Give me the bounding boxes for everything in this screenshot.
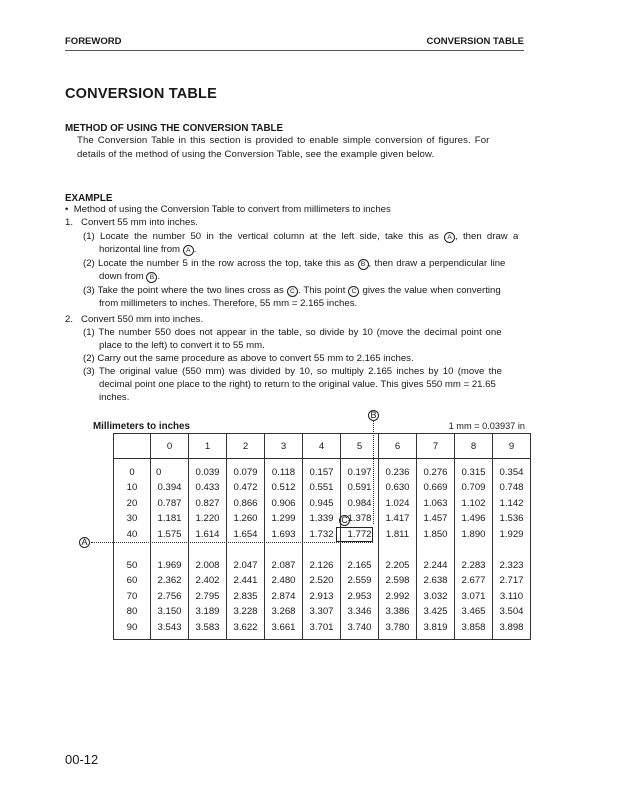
- step-1-2: (2) Locate the number 5 in the row across the top, take this as B , then draw a perpendicular line: [83, 258, 506, 269]
- header-cell: 2: [227, 434, 265, 459]
- bullet-icon: •: [65, 204, 69, 215]
- header-cell: 8: [455, 434, 493, 459]
- table-row: 50 1.969 2.008 2.047 2.087 2.126 2.165 2.205 2.244 2.283 2.323: [114, 558, 531, 573]
- conversion-ratio: 1 mm = 0.03937 in: [448, 421, 525, 431]
- header-topic: CONVERSION TABLE: [426, 36, 524, 47]
- header-cell: 0: [151, 434, 189, 459]
- step-2-1: (1) The number 550 does not appear in the table, so divide by 10 (move the decimal point one: [83, 327, 502, 338]
- header-cell: 7: [417, 434, 455, 459]
- horizontal-guide-line: [91, 542, 373, 543]
- header-section: FOREWORD: [65, 36, 122, 47]
- table-row: 30 1.181 1.220 1.260 1.299 1.339 1.378 1.417 1.457 1.496 1.536: [114, 511, 531, 526]
- step-1: 1. Convert 55 mm into inches.: [65, 217, 198, 228]
- page-title: CONVERSION TABLE: [65, 86, 217, 102]
- header-cell: 6: [379, 434, 417, 459]
- table-row: 40 1.575 1.614 1.654 1.693 1.732 1.772 1.811 1.850 1.890 1.929: [114, 527, 531, 542]
- example-bullet: • Method of using the Conversion Table to convert from millimeters to inches: [65, 204, 391, 215]
- marker-c-icon: C: [348, 286, 359, 297]
- step-2-2: (2) Carry out the same procedure as above to convert 55 mm to 2.165 inches.: [83, 353, 414, 364]
- marker-b-icon: B: [146, 272, 157, 283]
- step-2-1-cont: place to the left) to convert it to 55 mm.: [99, 340, 265, 351]
- header-cell: 3: [265, 434, 303, 459]
- example-heading: EXAMPLE: [65, 193, 113, 204]
- step-1-1-cont: horizontal line from A .: [99, 244, 197, 255]
- result-highlight-box: [336, 527, 373, 542]
- step-1-3-cont: from millimeters to inches. Therefore, 55 mm = 2.165 inches.: [99, 298, 358, 309]
- method-line-1: The Conversion Table in this section is provided to enable simple conversion of figures. For: [77, 135, 490, 146]
- method-heading: METHOD OF USING THE CONVERSION TABLE: [65, 123, 284, 134]
- step-1-3: (3) Take the point where the two lines cross as C . This point C gives the value when converting: [83, 285, 501, 296]
- table-header-row: [114, 434, 531, 459]
- method-text: [77, 134, 532, 162]
- table-row: 10 0.394 0.433 0.472 0.512 0.551 0.591 0.630 0.669 0.709 0.748: [114, 480, 531, 495]
- result-cell: 2.165: [341, 558, 379, 573]
- step-1-2-cont: down from B .: [99, 271, 161, 282]
- header-cell: 5: [341, 434, 379, 459]
- marker-c-icon: C: [287, 286, 298, 297]
- step-2-3-cont2: inches.: [99, 392, 130, 403]
- table-row: 80 3.150 3.189 3.228 3.268 3.307 3.346 3.386 3.425 3.465 3.504: [114, 604, 531, 619]
- step-2-3-cont: decimal point one place to the right) to return to the original value. This gives 550 mm = 21.65: [99, 379, 496, 390]
- running-header: [65, 36, 524, 51]
- table-row: 60 2.362 2.402 2.441 2.480 2.520 2.559 2.598 2.638 2.677 2.717: [114, 573, 531, 588]
- marker-a-icon: A: [79, 537, 90, 548]
- marker-b-icon: B: [358, 259, 369, 270]
- table-row: 0 0 0.039 0.079 0.118 0.157 0.197 0.236 0.276 0.315 0.354: [114, 465, 531, 480]
- table-row: 20 0.787 0.827 0.866 0.906 0.945 0.984 1.024 1.063 1.102 1.142: [114, 496, 531, 511]
- table-row: 70 2.756 2.795 2.835 2.874 2.913 2.953 2.992 3.032 3.071 3.110: [114, 589, 531, 604]
- step-1-1: (1) Locate the number 50 in the vertical column at the left side, take this as A , then draw a: [83, 231, 519, 242]
- step-2: 2. Convert 550 mm into inches.: [65, 314, 204, 325]
- marker-a-icon: A: [183, 245, 194, 256]
- header-cell: [114, 434, 151, 459]
- step-2-3: (3) The original value (550 mm) was divided by 10, so multiply 2.165 inches by 10 (move the: [83, 366, 502, 377]
- table-caption: Millimeters to inches: [93, 421, 190, 432]
- header-cell: 1: [189, 434, 227, 459]
- conversion-table: [113, 433, 531, 640]
- page-number: 00-12: [65, 752, 99, 767]
- header-cell: 4: [303, 434, 341, 459]
- table-row: 90 3.543 3.583 3.622 3.661 3.701 3.740 3.780 3.819 3.858 3.898: [114, 620, 531, 635]
- marker-c-icon: C: [339, 515, 350, 526]
- method-line-2: details of the method of using the Conversion Table, see the example given below.: [77, 149, 435, 160]
- header-cell: 9: [493, 434, 531, 459]
- marker-a-icon: A: [444, 232, 455, 243]
- marker-b-icon: B: [368, 410, 379, 421]
